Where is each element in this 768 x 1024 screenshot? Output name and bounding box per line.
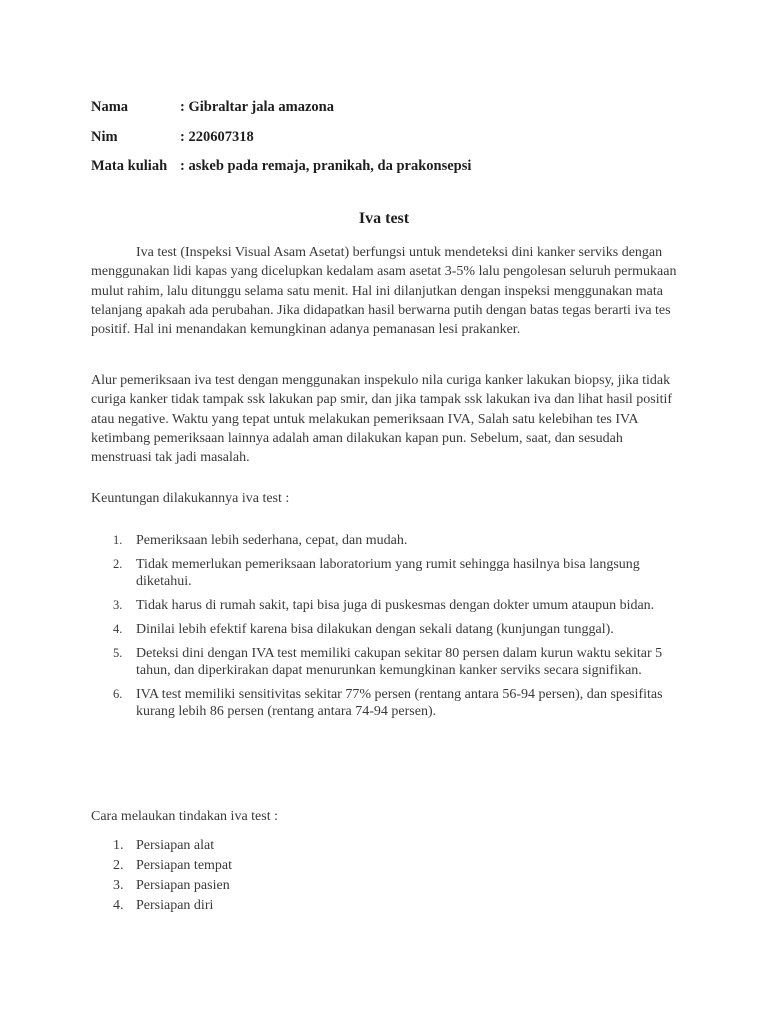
list-text: IVA test memiliki sensitivitas sekitar 77% persen (rentang antara 56-94 persen), dan spesifitas kurang lebih 86 persen (rentang antara 74-94 persen). bbox=[136, 687, 663, 719]
list-item bbox=[91, 686, 686, 720]
list-text: Dinilai lebih efektif karena bisa dilakukan dengan sekali datang (kunjungan tunggal). bbox=[136, 622, 614, 637]
list-text: Pemeriksaan lebih sederhana, cepat, dan mudah. bbox=[136, 533, 408, 548]
list-item bbox=[91, 532, 686, 549]
name-label: Nama bbox=[91, 99, 129, 116]
list-number: 3. bbox=[113, 878, 124, 893]
steps-lead: Cara melaukan tindakan iva test : bbox=[91, 809, 278, 824]
list-number: 6. bbox=[113, 687, 123, 701]
nim-label: Nim bbox=[91, 128, 118, 145]
intro-paragraph: Iva test (Inspeksi Visual Asam Asetat) berfungsi untuk mendeteksi dini kanker serviks dengan menggunakan lidi kapas yang dicelupkan kedalam asam asetat 3-5% lalu pengolesan seluruh permukaan mulut rahim, lalu ditunggu selama satu menit. Hal ini dilanjutkan dengan inspeksi menggunakan mata telanjang apakah ada perubahan. Jika didapatkan hasil berwarna putih dengan batas tegas berarti iva tes positif. Hal ini menandakan kemungkinan adanya pemanasan lesi prakanker. bbox=[91, 245, 677, 338]
list-text: Deteksi dini dengan IVA test memiliki cakupan sekitar 80 persen dalam kurun waktu sekitar 5 tahun, dan diperkirakan dapat menurunkan kemungkinan kanker serviks secara signifikan. bbox=[136, 646, 663, 678]
document-title: Iva test bbox=[358, 210, 410, 227]
list-text: Persiapan tempat bbox=[136, 858, 233, 873]
list-text: Tidak memerlukan pemeriksaan laboratorium yang rumit sehingga hasilnya bisa langsung diketahui. bbox=[136, 557, 640, 589]
list-number: 1. bbox=[113, 838, 124, 853]
name-row bbox=[91, 93, 471, 123]
list-item bbox=[91, 857, 686, 874]
list-text: Tidak harus di rumah sakit, tapi bisa juga di puskesmas dengan dokter umum ataupun bidan. bbox=[136, 598, 655, 613]
nim-row bbox=[91, 123, 471, 153]
benefits-list bbox=[91, 532, 686, 727]
list-item bbox=[91, 597, 686, 614]
benefits-lead: Keuntungan dilakukannya iva test : bbox=[91, 491, 290, 506]
list-item bbox=[91, 645, 686, 679]
steps-list bbox=[91, 837, 686, 917]
list-item bbox=[91, 897, 686, 914]
procedure-paragraph: Alur pemeriksaan iva test dengan menggunakan inspekulo nila curiga kanker lakukan biopsy, jika tidak curiga kanker tidak tampak ssk lakukan pap smir, dan jika tampak ssk lakukan iva dan lihat hasil positif atau negative. Waktu yang tepat untuk melakukan pemeriksaan IVA, Salah satu kelebihan tes IVA ketimbang pemeriksaan lainnya adalah aman dilakukan kapan pun. Sebelum, saat, dan sesudah menstruasi tak jadi masalah. bbox=[91, 373, 673, 466]
list-text: Persiapan diri bbox=[136, 898, 214, 913]
course-value: : askeb pada remaja, pranikah, da prakonsepsi bbox=[180, 158, 472, 175]
list-text: Persiapan pasien bbox=[136, 878, 230, 893]
list-number: 3. bbox=[113, 598, 123, 612]
list-item bbox=[91, 556, 686, 590]
nim-value: : 220607318 bbox=[180, 128, 254, 145]
list-number: 4. bbox=[113, 622, 123, 636]
list-item bbox=[91, 877, 686, 894]
list-number: 2. bbox=[113, 858, 124, 873]
list-item bbox=[91, 621, 686, 638]
name-value: : Gibraltar jala amazona bbox=[180, 99, 334, 116]
list-number: 1. bbox=[113, 533, 123, 547]
course-row bbox=[91, 152, 471, 182]
list-text: Persiapan alat bbox=[136, 838, 215, 853]
list-number: 4. bbox=[113, 898, 124, 913]
list-number: 2. bbox=[113, 557, 123, 571]
student-info-header bbox=[91, 93, 471, 182]
list-number: 5. bbox=[113, 646, 123, 660]
list-item bbox=[91, 837, 686, 854]
course-label: Mata kuliah bbox=[91, 158, 168, 175]
